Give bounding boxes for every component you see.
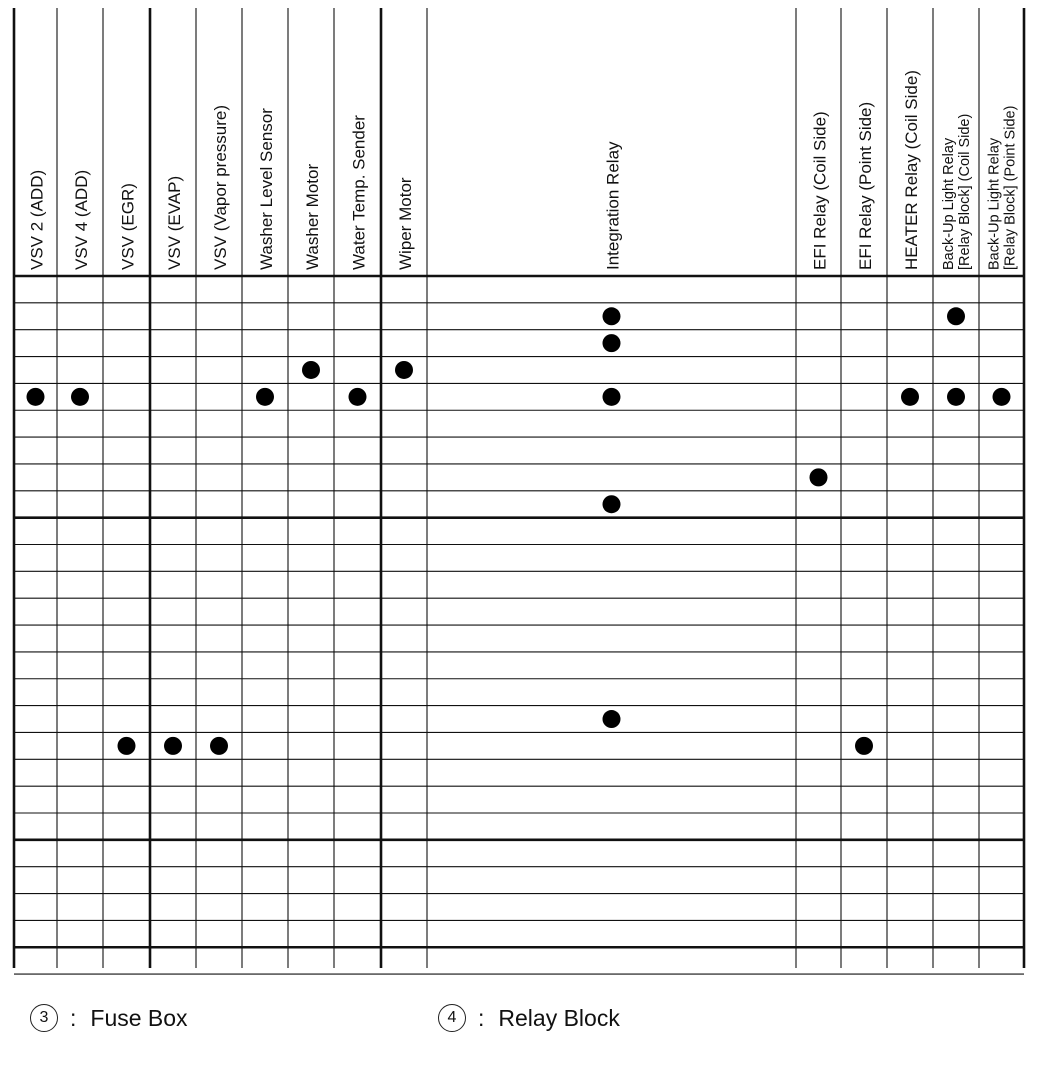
column-header: Integration Relay [603, 141, 623, 270]
column-header-line2: [Relay Block] (Point Side) [1002, 105, 1019, 270]
column-header-line1: Back-Up Light Relay [941, 137, 957, 270]
column-header: EFI Relay (Point Side) [856, 101, 875, 270]
connection-dot [855, 737, 873, 755]
connection-dot [71, 388, 89, 406]
legend-separator: : [478, 1004, 485, 1031]
connection-dot [302, 361, 320, 379]
connection-dot [603, 388, 621, 406]
column-header: HEATER Relay (Coil Side) [902, 70, 921, 270]
connection-dot [27, 388, 45, 406]
column-header: VSV 2 (ADD) [27, 169, 47, 270]
connection-dot [947, 307, 965, 325]
legend-fuse-box [30, 1004, 188, 1032]
column-header-line1: Back-Up Light Relay [986, 137, 1003, 270]
legend-fuse-box-label: Fuse Box [90, 1004, 188, 1031]
connection-dot [993, 388, 1011, 406]
connection-dot [164, 737, 182, 755]
connection-dot [603, 495, 621, 513]
connection-dot [118, 737, 136, 755]
connection-dot [210, 737, 228, 755]
connection-dot [810, 468, 828, 486]
legend-relay-block [438, 1004, 620, 1032]
connection-dot [603, 710, 621, 728]
connection-dot [947, 388, 965, 406]
circled-number-3: 3 [30, 1004, 58, 1032]
column-header: VSV (EGR) [118, 183, 138, 270]
connection-dot [901, 388, 919, 406]
legend-relay-block-label: Relay Block [498, 1004, 620, 1031]
connection-dot [256, 388, 274, 406]
connection-dot [603, 307, 621, 325]
column-header: VSV (Vapor pressure) [211, 104, 230, 270]
column-header: Water Temp. Sender [349, 115, 369, 270]
column-header: Washer Motor [303, 163, 322, 270]
column-header: EFI Relay (Coil Side) [810, 111, 830, 270]
connection-dot [603, 334, 621, 352]
column-header: Washer Level Sensor [257, 108, 276, 270]
column-header: VSV 4 (ADD) [72, 169, 91, 270]
column-header: VSV (EVAP) [165, 175, 184, 270]
connection-dot [395, 361, 413, 379]
column-header-line2: [Relay Block] (Coil Side) [957, 113, 973, 270]
legend-separator: : [70, 1004, 77, 1031]
column-header: Wiper Motor [396, 177, 415, 270]
circled-number-4: 4 [438, 1004, 466, 1032]
connection-dot [349, 388, 367, 406]
